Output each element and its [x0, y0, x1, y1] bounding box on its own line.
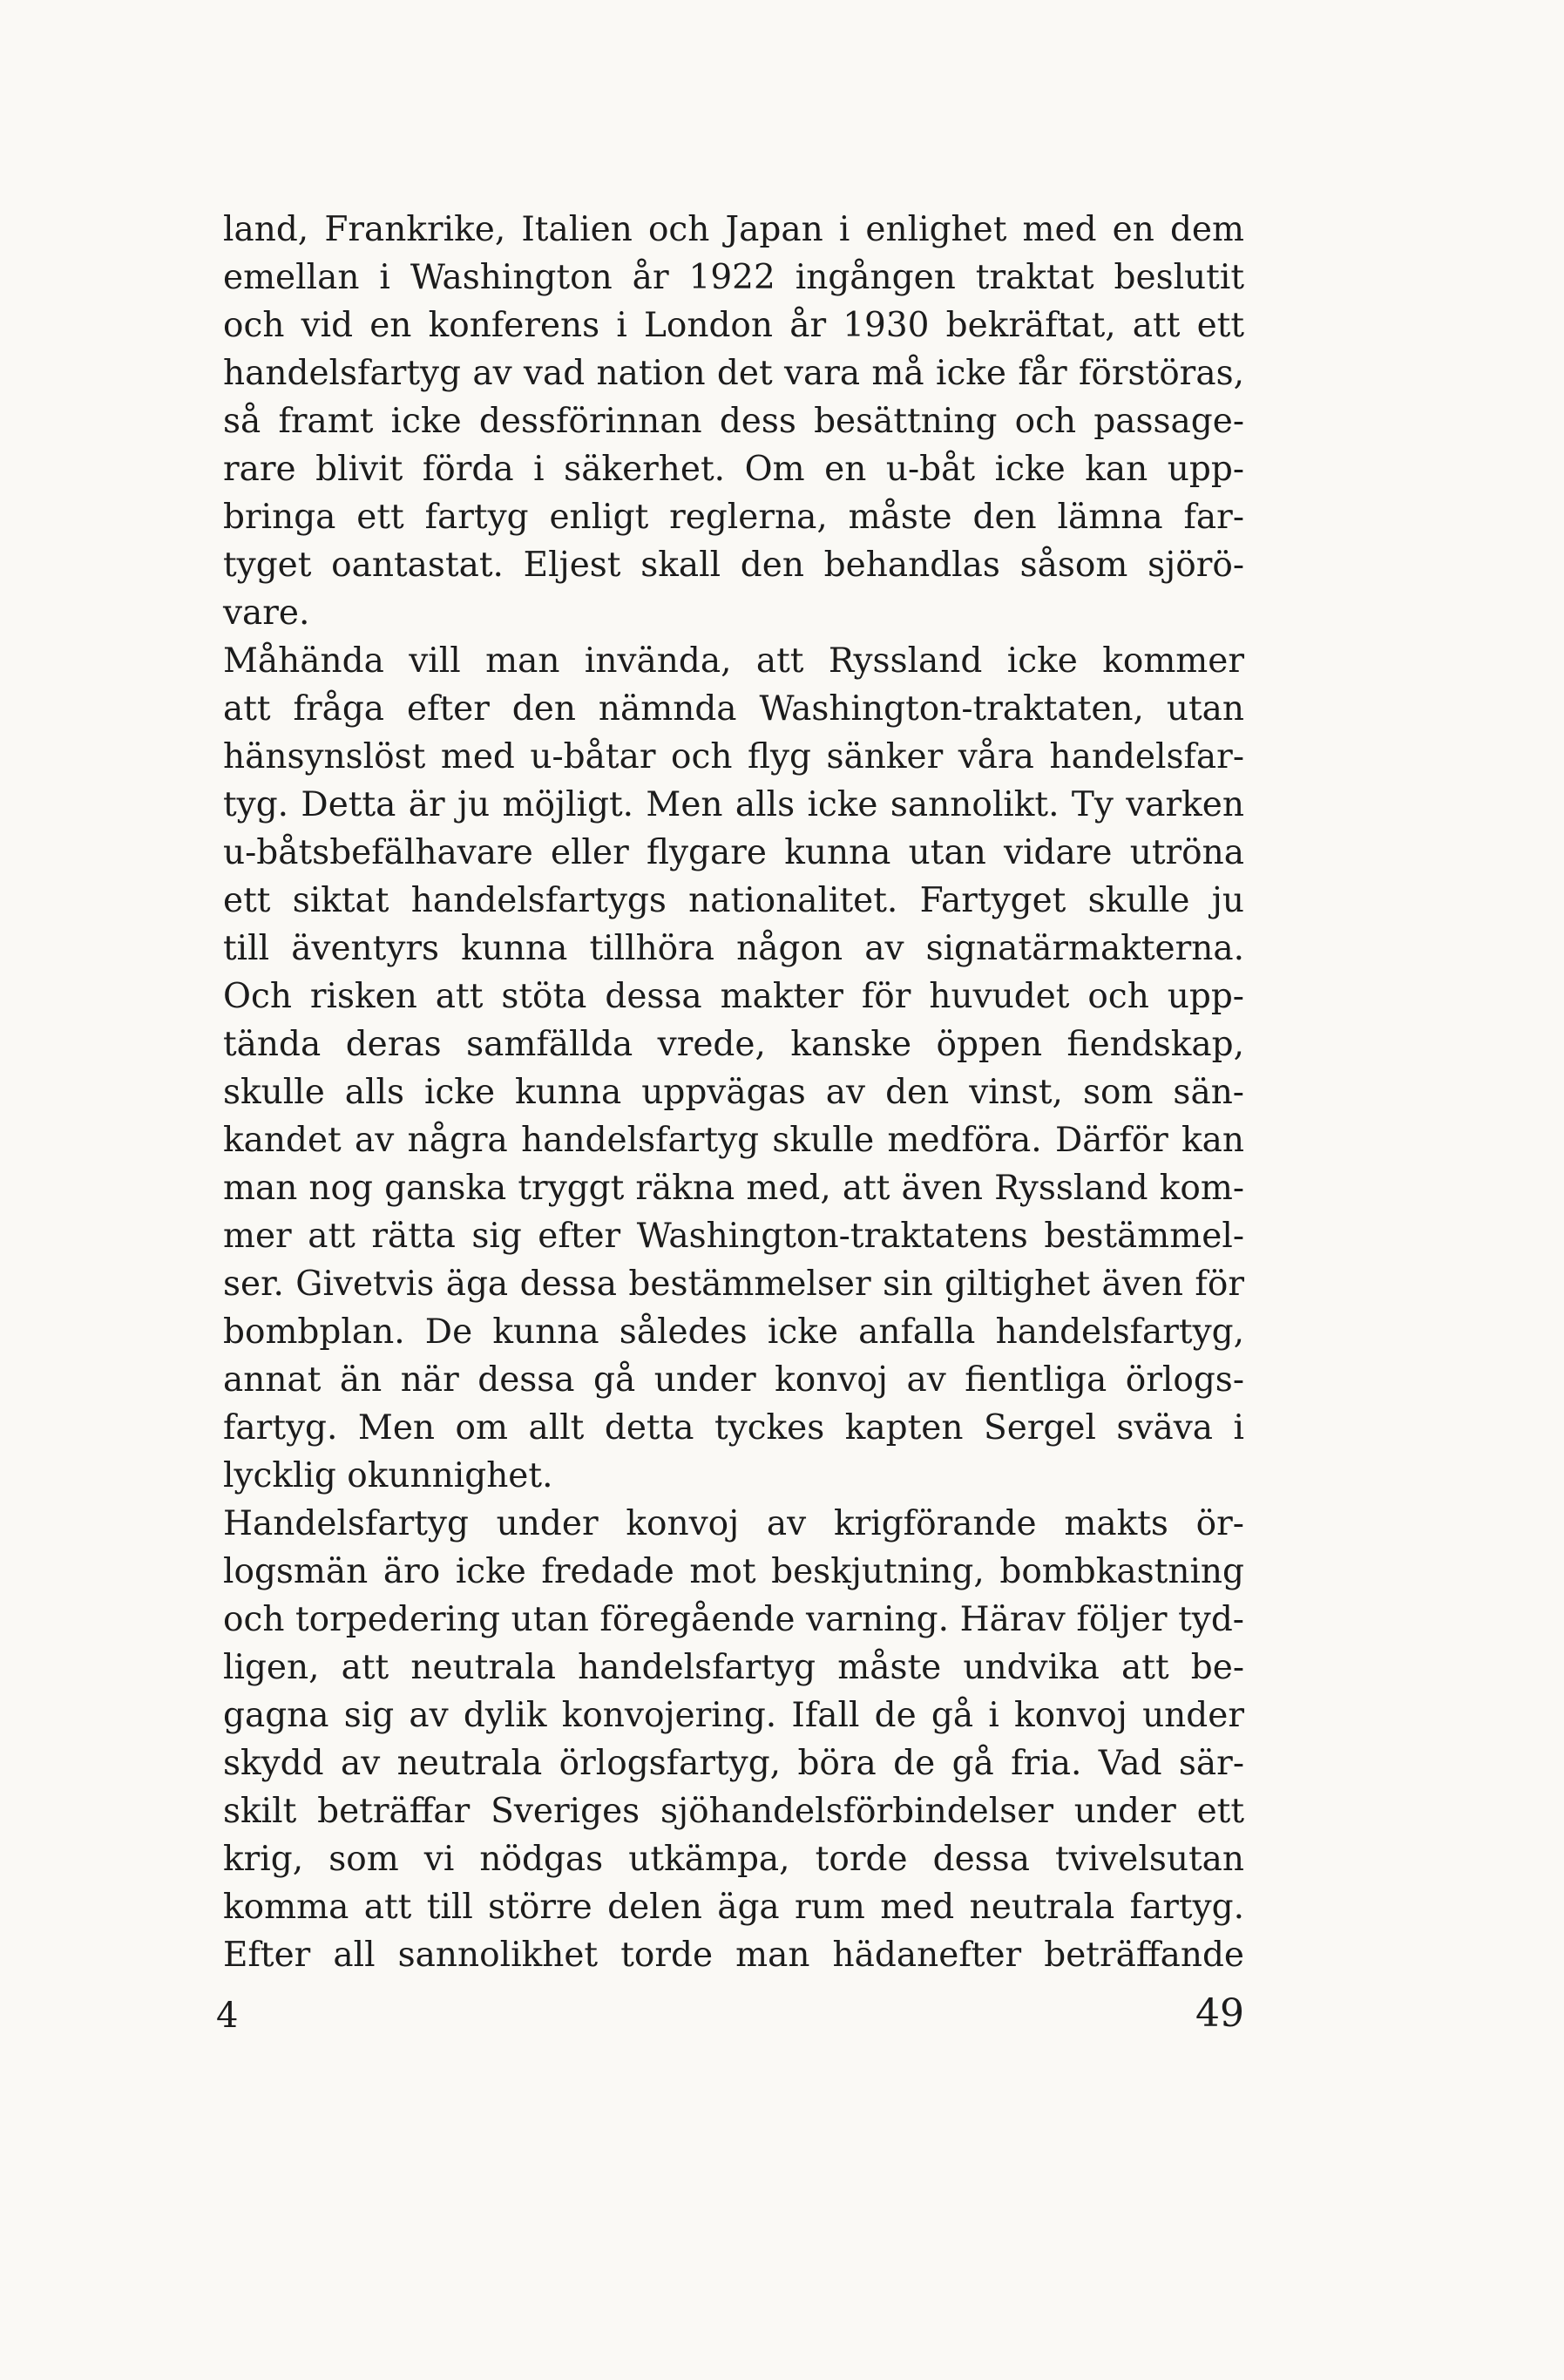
signature-mark: 4 [216, 1996, 239, 2036]
body-text [223, 206, 1244, 1979]
text-line: Måhända vill man invända, att Ryssland icke kommer [223, 641, 1244, 681]
text-line: skydd av neutrala örlogsfartyg, böra de gå fria. Vad sär- [223, 1744, 1244, 1783]
text-line: land, Frankrike, Italien och Japan i enlighet med en dem [223, 210, 1244, 249]
text-line: man nog ganska tryggt räkna med, att även Ryssland kom- [223, 1169, 1244, 1208]
text-line: ligen, att neutrala handelsfartyg måste undvika att be- [223, 1648, 1244, 1687]
text-line: rare blivit förda i säkerhet. Om en u-båt icke kan upp- [223, 450, 1244, 489]
text-line: bombplan. De kunna således icke anfalla handelsfartyg, [223, 1312, 1244, 1352]
text-line: och torpedering utan föregående varning. Härav följer tyd- [223, 1600, 1244, 1639]
text-line: logsmän äro icke fredade mot beskjutning, bombkastning [223, 1552, 1244, 1591]
text-line: u-båtsbefälhavare eller flygare kunna utan vidare utröna [223, 833, 1244, 872]
text-line: komma att till större delen äga rum med neutrala fartyg. [223, 1888, 1244, 1927]
text-line: skulle alls icke kunna uppvägas av den vinst, som sän- [223, 1073, 1244, 1112]
text-line: tända deras samfällda vrede, kanske öppen fiendskap, [223, 1025, 1244, 1064]
text-line: Och risken att stöta dessa makter för huvudet och upp- [223, 977, 1244, 1016]
text-line: tyg. Detta är ju möjligt. Men alls icke sannolikt. Ty varken [223, 785, 1244, 824]
text-line: lycklig okunnighet. [223, 1456, 553, 1495]
text-line: kandet av några handelsfartyg skulle medföra. Därför kan [223, 1121, 1244, 1160]
page-number: 49 [1195, 1991, 1244, 2036]
text-line: ser. Givetvis äga dessa bestämmelser sin giltighet även för [223, 1265, 1244, 1304]
text-line: annat än när dessa gå under konvoj av fientliga örlogs- [223, 1360, 1244, 1400]
text-line: skilt beträffar Sveriges sjöhandelsförbindelser under ett [223, 1792, 1244, 1831]
text-line: krig, som vi nödgas utkämpa, torde dessa tvivelsutan [223, 1840, 1244, 1879]
text-line: att fråga efter den nämnda Washington-traktaten, utan [223, 689, 1244, 729]
text-line: vare. [223, 593, 310, 633]
text-line: handelsfartyg av vad nation det vara må icke får förstöras, [223, 354, 1244, 393]
text-line: och vid en konferens i London år 1930 bekräftat, att ett [223, 306, 1244, 345]
text-line: gagna sig av dylik konvojering. Ifall de gå i konvoj under [223, 1696, 1244, 1735]
text-line: bringa ett fartyg enligt reglerna, måste den lämna far- [223, 498, 1244, 537]
text-line: Efter all sannolikhet torde man hädanefter beträffande [223, 1936, 1244, 1975]
text-line: emellan i Washington år 1922 ingången traktat beslutit [223, 258, 1244, 297]
text-line: till äventyrs kunna tillhöra någon av signatärmakterna. [223, 929, 1244, 968]
text-line: hänsynslöst med u-båtar och flyg sänker våra handelsfar- [223, 737, 1244, 776]
text-line: tyget oantastat. Eljest skall den behandlas såsom sjörö- [223, 546, 1244, 585]
text-line: Handelsfartyg under konvoj av krigförande makts ör- [223, 1504, 1244, 1543]
text-line: så framt icke dessförinnan dess besättning och passage- [223, 402, 1244, 441]
text-line: ett siktat handelsfartygs nationalitet. Fartyget skulle ju [223, 881, 1244, 920]
text-line: mer att rätta sig efter Washington-traktatens bestämmel- [223, 1217, 1244, 1256]
text-line: fartyg. Men om allt detta tyckes kapten Sergel sväva i [223, 1408, 1244, 1448]
